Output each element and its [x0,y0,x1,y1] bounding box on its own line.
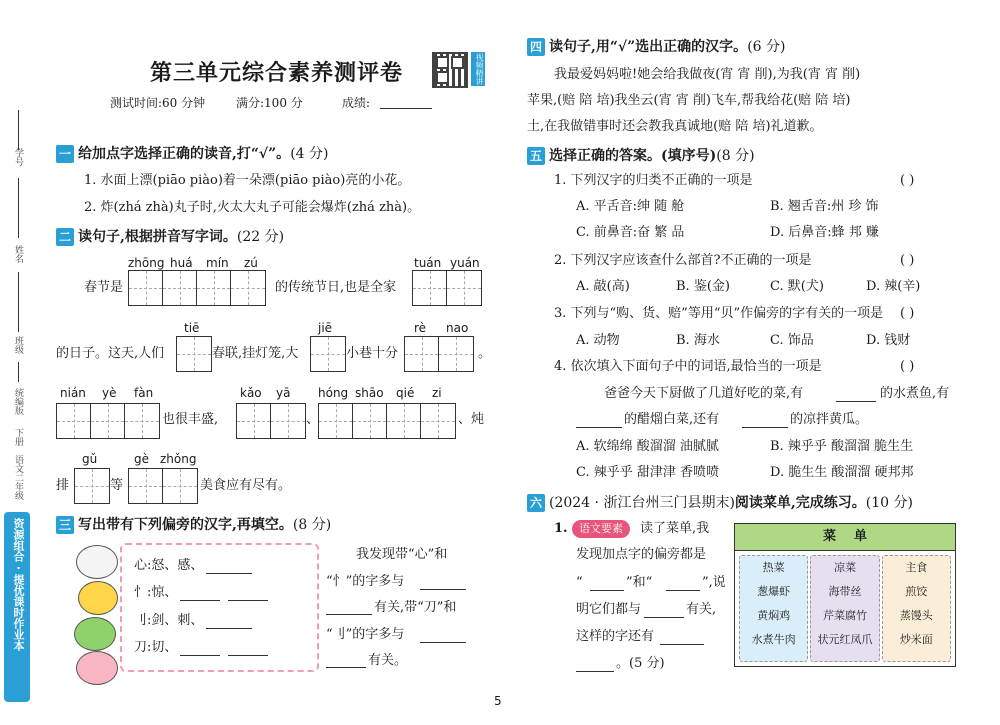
s1-question-1: 1. 水面上漂(piāo piào)着一朵漂(piāo piào)亮的小花。 [84,173,411,188]
pinyin: yuán [450,256,480,270]
menu-item: 葱爆虾 [757,585,791,598]
option[interactable]: A. 平舌音:绅 随 舱 [576,199,685,214]
s3-paragraph: 有关,带“刀”和 [374,600,457,615]
s5-q2-stem: 2. 下列汉字应该查什么部首?不正确的一项是 [554,253,812,268]
answer-blank[interactable] [228,655,268,656]
option[interactable]: D. 脆生生 酸溜溜 硬邦邦 [770,465,914,480]
pinyin: nián [60,386,86,400]
answer-paren[interactable]: ( ) [900,306,915,321]
option[interactable]: A. 敲(高) [576,279,630,294]
option[interactable]: A. 软绵绵 酸溜溜 油腻腻 [576,439,719,454]
s5-q4-sentence: 爸爸今天下厨做了几道好吃的菜,有 [604,386,804,401]
s3-paragraph: 我发现带“心”和 [356,547,448,562]
s2-text: 也很丰盛, [162,412,219,427]
section-6-heading: 六 (2024 · 浙江台州三门县期末)阅读菜单,完成练习。(10 分) [527,492,913,512]
section-4-heading: 四 读句子,用“√”选出正确的汉字。(6 分) [527,36,785,56]
writing-grid[interactable] [128,270,266,306]
s2-text: 的传统节日,也是全家 [275,280,397,295]
answer-blank[interactable] [326,614,372,615]
writing-grid[interactable] [236,403,306,439]
sidebar-line [18,178,19,238]
sidebar-grade-label: 语文二年级 [13,455,23,500]
menu-card [734,523,956,667]
answer-blank[interactable] [420,589,466,590]
writing-grid[interactable] [74,468,110,504]
menu-columns [735,551,955,666]
s5-q3-stem: 3. 下列与“购、货、赔”等用“贝”作偏旁的字有关的一项是 [554,306,884,321]
s4-line-1: 我最爱妈妈啦!她会给我做夜(宵 宵 削),为我(宵 宵 削) [554,67,861,82]
answer-blank[interactable] [180,600,220,601]
answer-paren[interactable]: ( ) [900,253,915,268]
pinyin: zú [244,256,258,270]
s2-text: 美食应有尽有。 [200,478,292,493]
section-3-number: 三 [56,516,74,534]
pinyin: zhōng [128,256,165,270]
s4-line-3: 土,在我做错事时还会教我真诚地(赔 陪 培)礼道歉。 [527,119,823,134]
s4-line-2: 苹果,(赔 陪 培)我坐云(宵 宵 削)飞车,帮我给花(赔 陪 培) [527,93,851,108]
s6-question-number: 1. [554,521,568,536]
s6-text: 发现加点字的偏旁都是 [576,547,707,562]
option[interactable]: D. 辣(辛) [866,279,921,294]
answer-blank[interactable] [666,590,700,591]
radical-item: 刂:剑、刺、 [134,613,204,628]
answer-blank[interactable] [180,655,220,656]
pinyin: fàn [134,386,154,400]
pinyin: shāo [355,386,384,400]
option[interactable]: C. 前鼻音:奋 繁 品 [576,225,685,240]
answer-blank[interactable] [576,671,614,672]
pinyin: kǎo [240,386,262,400]
option[interactable]: C. 辣乎乎 甜津津 香喷喷 [576,465,720,480]
section-1-heading: 一 给加点字选择正确的读音,打“√”。(4 分) [56,143,328,163]
option[interactable]: D. 钱财 [866,333,911,348]
answer-blank[interactable] [836,401,876,402]
s6-text: 明它们都与 [576,602,642,617]
s3-paragraph: “忄”的字多与 [326,574,405,589]
answer-paren[interactable]: ( ) [900,173,915,188]
option[interactable]: D. 后鼻音:蜂 邦 赚 [770,225,879,240]
s6-text: 读了菜单,我 [640,521,710,536]
answer-blank[interactable] [326,667,366,668]
pinyin: tiē [184,321,200,335]
menu-column [810,555,879,662]
s2-text: 、 [306,412,320,427]
radical-item: 心:怒、感、 [134,558,204,573]
menu-column-heading: 热菜 [762,561,785,574]
qr-caption: 视频精讲 [471,52,485,86]
s6-text: 这样的字还有 [576,629,655,644]
language-element-badge: 语文要素 [572,520,630,538]
sidebar-volume-label: 下册 [13,428,23,446]
sidebar-name-label: 姓名 [13,245,23,263]
menu-column-heading: 主食 [905,561,928,574]
s1-question-2: 2. 炸(zhá zhà)丸子时,火太大丸子可能会爆炸(zhá zhà)。 [84,200,421,215]
pinyin: zi [432,386,442,400]
menu-item: 炒米面 [899,633,933,646]
s6-text: 。(5 分) [616,656,665,671]
menu-item: 蒸馒头 [899,609,933,622]
cartoon-animals-illustration [70,545,125,685]
grade-label: 成绩: [342,96,371,110]
pinyin: hóng [318,386,349,400]
section-2-heading: 二 读句子,根据拼音写字词。(22 分) [56,226,284,246]
s6-text: 有关, [686,602,717,617]
section-5-number: 五 [527,147,545,165]
page-title: 第三单元综合素养测评卷 [150,60,404,86]
answer-blank[interactable] [420,642,466,643]
pinyin: yè [102,386,117,400]
section-4-number: 四 [527,38,545,56]
binding-sidebar [0,100,40,710]
menu-item: 状元红凤爪 [817,633,873,646]
s5-q4-sentence: 的醋熘白菜,还有 [624,412,720,427]
s5-q4-stem: 4. 依次填入下面句子中的词语,最恰当的一项是 [554,359,822,374]
section-5-heading: 五 选择正确的答案。(填序号)(8 分) [527,145,755,165]
pinyin: gè [134,452,149,466]
pinyin: jiē [318,321,333,335]
radical-item: 忄:惊、 [134,585,178,600]
sidebar-class-label: 班级 [13,336,23,354]
writing-grid[interactable] [176,336,212,372]
answer-blank[interactable] [644,617,684,618]
pinyin: nao [446,321,469,335]
writing-grid[interactable] [310,336,346,372]
menu-item: 煎饺 [905,585,928,598]
pinyin: tuán [414,256,442,270]
pinyin: gǔ [82,452,98,466]
s6-text: ”和“ [626,575,653,590]
full-score: 满分:100 分 [236,96,303,110]
s2-text: 等 [110,478,124,493]
answer-blank[interactable] [228,600,268,601]
sidebar-line [18,362,19,382]
radical-item: 刀:切、 [134,640,178,655]
page-number: 5 [494,694,502,708]
menu-column [739,555,808,662]
pinyin: qié [396,386,415,400]
menu-title: 菜 单 [735,524,955,551]
grade-blank[interactable] [380,108,432,109]
qr-code[interactable] [432,52,468,88]
answer-blank[interactable] [590,590,624,591]
section-3-heading: 三 写出带有下列偏旁的汉字,再填空。(8 分) [56,514,331,534]
option[interactable]: B. 鉴(金) [676,279,730,294]
answer-blank[interactable] [576,427,622,428]
s2-text: 。 [478,346,492,361]
s2-text: 小巷十分 [346,346,399,361]
writing-grid[interactable] [128,468,198,504]
brand-strip [4,512,30,702]
pinyin: mín [206,256,229,270]
writing-grid[interactable] [318,403,456,439]
sidebar-student-id-label: 学号 [13,148,23,166]
writing-grid[interactable] [56,403,160,439]
pinyin: zhǒng [160,452,197,466]
answer-blank[interactable] [206,628,252,629]
option[interactable]: B. 翘舌音:州 珍 饰 [770,199,879,214]
sidebar-edition-label: 统编版 [13,388,23,415]
menu-item: 水煮牛肉 [751,633,796,646]
section-1-number: 一 [56,145,74,163]
s3-paragraph: 有关。 [368,653,408,668]
menu-item: 芹菜腐竹 [822,609,867,622]
sidebar-line [18,272,19,332]
brand-text: 资源组合 · 提优课时作业本 [12,518,25,651]
menu-item: 黄焖鸡 [757,609,791,622]
s5-q4-sentence: 的水煮鱼,有 [880,386,950,401]
answer-blank[interactable] [660,644,704,645]
s6-text: ”,说 [702,575,726,590]
menu-column-heading: 凉菜 [833,561,856,574]
s2-text: 春联,挂灯笼,大 [212,346,299,361]
s2-text: 春节是 [84,280,124,295]
pinyin: rè [414,321,427,335]
s3-paragraph: “刂”的字多与 [326,627,405,642]
menu-column [882,555,951,662]
s2-text: 排 [56,478,70,493]
option[interactable]: C. 默(犬) [770,279,824,294]
s5-q4-sentence: 的凉拌黄瓜。 [790,412,869,427]
option[interactable]: C. 饰品 [770,333,814,348]
writing-grid[interactable] [412,270,482,306]
s5-q1-stem: 1. 下列汉字的归类不正确的一项是 [554,173,753,188]
pinyin: huá [170,256,193,270]
menu-item: 海带丝 [828,585,862,598]
option[interactable]: B. 辣乎乎 酸溜溜 脆生生 [770,439,914,454]
answer-blank[interactable] [742,427,788,428]
option[interactable]: B. 海水 [676,333,720,348]
s6-text: “ [576,575,583,590]
pinyin: yā [276,386,291,400]
test-time: 测试时间:60 分钟 [110,96,206,110]
s2-text: 、炖 [458,412,485,427]
sidebar-line [18,110,19,150]
s2-text: 的日子。这天,人们 [56,346,165,361]
section-2-number: 二 [56,228,74,246]
section-6-number: 六 [527,494,545,512]
writing-grid[interactable] [404,336,474,372]
answer-paren[interactable]: ( ) [900,359,915,374]
answer-blank[interactable] [206,573,252,574]
option[interactable]: A. 动物 [576,333,620,348]
